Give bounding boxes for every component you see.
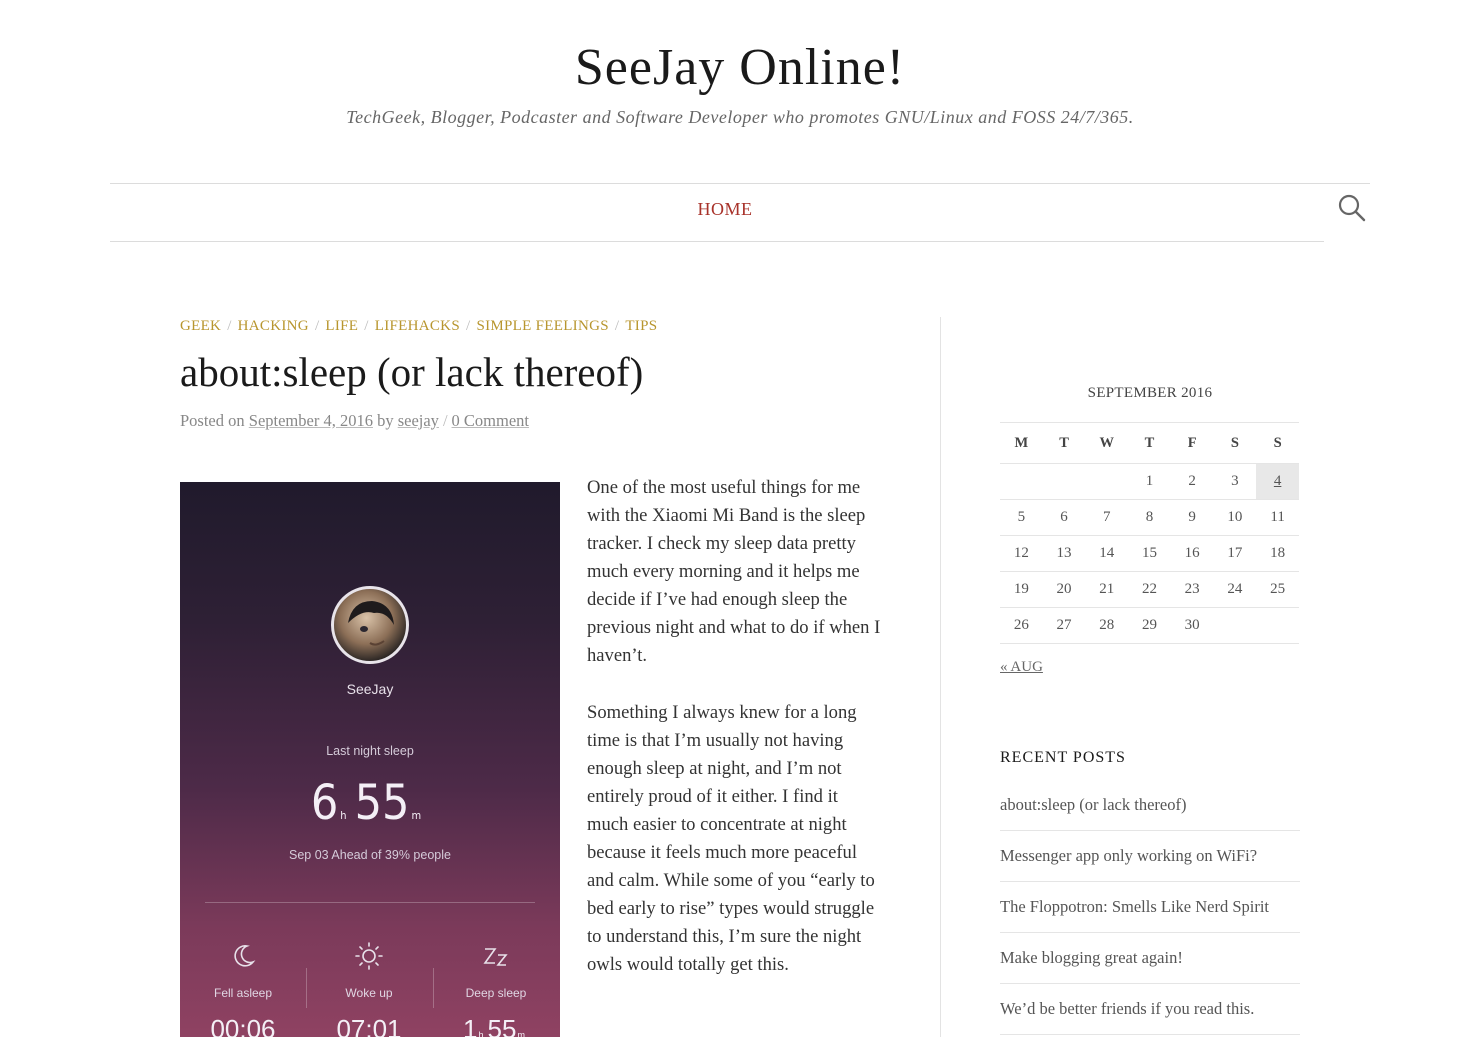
stat-label: Woke up xyxy=(345,986,393,1000)
minutes-unit: m xyxy=(411,809,422,822)
calendar-day: 9 xyxy=(1171,500,1214,536)
weekday-header: T xyxy=(1043,423,1086,464)
nav-home-link[interactable]: HOME xyxy=(697,199,753,219)
stat-value: 00:06 xyxy=(210,1014,276,1037)
posted-on-label: Posted on xyxy=(180,411,245,430)
calendar-day xyxy=(1214,608,1257,644)
sidebar-divider xyxy=(940,317,941,1037)
sleep-hours: 6 xyxy=(310,775,339,831)
post-paragraph: One of the most useful things for me with the Xiaomi Mi Band is the sleep tracker. I check my sleep data pretty much every morning and it helps me decide if I’ve had enough sleep the previous night and what to do if when I haven’t. xyxy=(587,477,881,666)
profile-name: SeeJay xyxy=(346,681,394,697)
ahead-of-text: Sep 03 Ahead of 39% people xyxy=(289,848,451,862)
category-link[interactable]: TIPS xyxy=(625,318,658,334)
stat-value xyxy=(433,1014,559,1037)
calendar-day: 19 xyxy=(1000,572,1043,608)
category-separator: / xyxy=(314,318,320,334)
stat-woke-up xyxy=(306,940,432,1037)
category-link[interactable]: GEEK xyxy=(180,318,222,334)
calendar-day: 1 xyxy=(1128,464,1171,500)
last-night-sleep-label: Last night sleep xyxy=(326,744,414,758)
calendar-week-row xyxy=(1000,572,1299,608)
stat-value: 07:01 xyxy=(336,1014,402,1037)
calendar-day: 17 xyxy=(1214,536,1257,572)
calendar-day: 18 xyxy=(1256,536,1299,572)
calendar-day: 21 xyxy=(1085,572,1128,608)
category-separator: / xyxy=(227,318,232,334)
nav-divider-top xyxy=(110,183,1370,184)
sleep-duration xyxy=(180,775,560,831)
calendar-day: 28 xyxy=(1085,608,1128,644)
calendar-day: 13 xyxy=(1043,536,1086,572)
calendar-day: 29 xyxy=(1128,608,1171,644)
deep-minutes-unit: m xyxy=(517,1030,525,1037)
zzz-icon xyxy=(433,940,559,972)
meta-separator: / xyxy=(442,411,448,430)
calendar-week-row xyxy=(1000,500,1299,536)
calendar-day-today[interactable] xyxy=(1256,464,1299,500)
calendar-day: 14 xyxy=(1085,536,1128,572)
post-comments-link[interactable]: 0 Comment xyxy=(451,411,529,430)
recent-post-link[interactable]: about:sleep (or lack thereof) xyxy=(1000,795,1187,814)
calendar-day xyxy=(1043,464,1086,500)
sleep-minutes: 55 xyxy=(354,775,410,831)
calendar-day: 3 xyxy=(1214,464,1257,500)
recent-post-link[interactable]: The Floppotron: Smells Like Nerd Spirit xyxy=(1000,897,1270,916)
deep-sleep-minutes: 55 xyxy=(487,1014,517,1037)
category-separator: / xyxy=(465,318,471,334)
calendar-table xyxy=(1000,422,1299,644)
search-icon xyxy=(1336,192,1368,224)
calendar-day xyxy=(1256,608,1299,644)
category-separator: / xyxy=(364,318,369,334)
list-item xyxy=(1000,831,1300,882)
post-meta xyxy=(180,411,529,431)
by-label: by xyxy=(377,411,394,430)
stat-label: Deep sleep xyxy=(465,986,527,1000)
post-title: about:sleep (or lack thereof) xyxy=(180,349,644,395)
recent-post-link[interactable]: Make blogging great again! xyxy=(1000,948,1183,967)
deep-sleep-hours: 1 xyxy=(463,1014,478,1037)
weekday-header: W xyxy=(1085,423,1128,464)
calendar-day: 8 xyxy=(1128,500,1171,536)
calendar-day: 24 xyxy=(1214,572,1257,608)
search-button[interactable] xyxy=(1336,192,1368,224)
calendar-header-row xyxy=(1000,423,1299,464)
calendar-day: 12 xyxy=(1000,536,1043,572)
calendar-day: 15 xyxy=(1128,536,1171,572)
calendar-day xyxy=(1085,464,1128,500)
calendar-week-row xyxy=(1000,464,1299,500)
calendar-today-link[interactable]: 4 xyxy=(1273,473,1282,489)
stat-fell-asleep xyxy=(180,940,306,1037)
calendar-day: 16 xyxy=(1171,536,1214,572)
category-link[interactable]: SIMPLE FEELINGS xyxy=(476,318,609,334)
calendar-prev-month-link[interactable]: « AUG xyxy=(1000,659,1043,675)
stats-divider xyxy=(205,902,535,903)
post-date-link[interactable]: September 4, 2016 xyxy=(248,411,373,430)
category-link[interactable]: LIFE xyxy=(325,318,359,334)
weekday-header: F xyxy=(1171,423,1214,464)
calendar-week-row xyxy=(1000,608,1299,644)
recent-posts-list xyxy=(1000,780,1300,1035)
calendar-day: 23 xyxy=(1171,572,1214,608)
calendar-day: 30 xyxy=(1171,608,1214,644)
category-link[interactable]: HACKING xyxy=(237,318,309,334)
calendar-day: 25 xyxy=(1256,572,1299,608)
calendar-day: 5 xyxy=(1000,500,1043,536)
recent-post-link[interactable]: We’d be better friends if you read this. xyxy=(1000,999,1255,1018)
sleep-app-screenshot xyxy=(180,482,560,1037)
category-link[interactable]: LIFEHACKS xyxy=(374,318,460,334)
list-item xyxy=(1000,984,1300,1035)
avatar-face-icon xyxy=(334,589,406,661)
calendar-day: 20 xyxy=(1043,572,1086,608)
weekday-header: S xyxy=(1214,423,1257,464)
post-categories xyxy=(180,318,657,335)
weekday-header: M xyxy=(1000,423,1043,464)
stat-deep-sleep xyxy=(433,940,559,1037)
sun-icon xyxy=(306,940,432,972)
post-author-link[interactable]: seejay xyxy=(397,411,439,430)
calendar-day: 27 xyxy=(1043,608,1086,644)
calendar-day xyxy=(1000,464,1043,500)
hours-unit: h xyxy=(340,809,347,822)
deep-hours-unit: h xyxy=(478,1030,484,1037)
calendar-day: 26 xyxy=(1000,608,1043,644)
calendar-day: 2 xyxy=(1171,464,1214,500)
site-title[interactable]: SeeJay Online! xyxy=(574,39,906,96)
site-description: TechGeek, Blogger, Podcaster and Software Developer who promotes GNU/Linux and FOSS 24/7/365. xyxy=(346,107,1134,127)
weekday-header: T xyxy=(1128,423,1171,464)
list-item xyxy=(1000,882,1300,933)
list-item xyxy=(1000,780,1300,831)
category-separator: / xyxy=(614,318,620,334)
recent-posts-title: RECENT POSTS xyxy=(1000,749,1126,766)
calendar-day: 6 xyxy=(1043,500,1086,536)
weekday-header: S xyxy=(1256,423,1299,464)
nav-divider-bottom xyxy=(110,241,1324,242)
list-item xyxy=(1000,933,1300,984)
stat-label: Fell asleep xyxy=(213,986,273,1000)
moon-icon xyxy=(180,940,306,972)
calendar-day: 10 xyxy=(1214,500,1257,536)
calendar-day: 11 xyxy=(1256,500,1299,536)
calendar-day: 7 xyxy=(1085,500,1128,536)
calendar-caption: SEPTEMBER 2016 xyxy=(1087,385,1213,401)
recent-post-link[interactable]: Messenger app only working on WiFi? xyxy=(1000,846,1258,865)
post-paragraph: Something I always knew for a long time is that I’m usually not having enough sleep at night, and I’m not entirely proud of it either. I find it much easier to concentrate at night because it feels much more peaceful and calm. While some of you “early to bed early to rise” types would struggle to understand this, I’m sure the night owls would totally get this. xyxy=(587,702,875,975)
calendar-day: 22 xyxy=(1128,572,1171,608)
avatar xyxy=(331,586,409,664)
calendar-week-row xyxy=(1000,536,1299,572)
